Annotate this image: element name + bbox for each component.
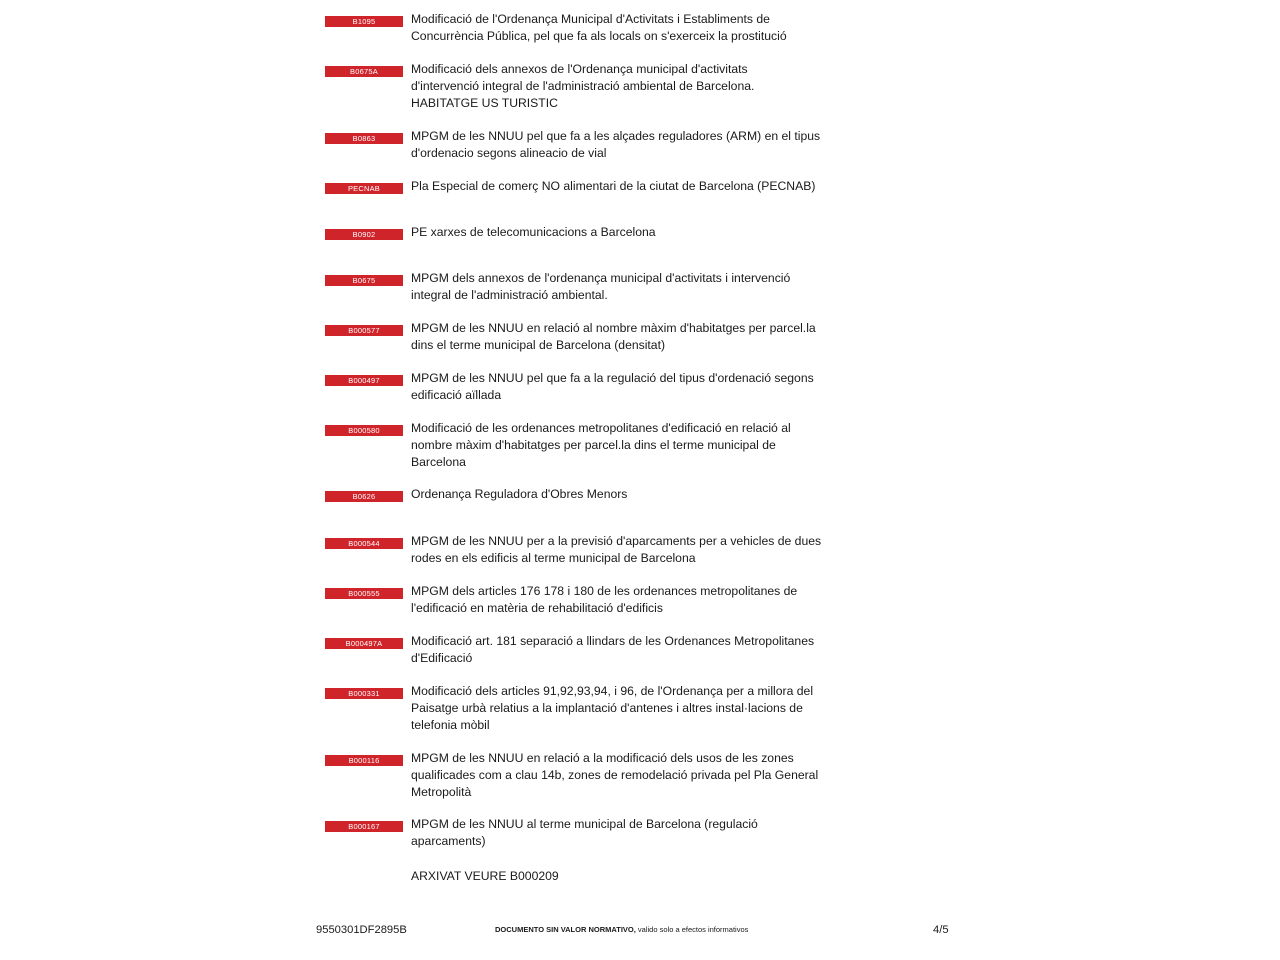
entry-description xyxy=(411,683,836,733)
entry-description-line: Pla Especial de comerç NO alimentari de la ciutat de Barcelona (PECNAB) xyxy=(411,179,816,193)
entry-description-line: MPGM de les NNUU en relació a la modificació dels usos de les zones xyxy=(411,751,794,765)
entry-code-badge: B000544 xyxy=(325,538,403,549)
entry-description-line: qualificades com a clau 14b, zones de remodelació privada pel Pla General xyxy=(411,767,819,782)
entry-description xyxy=(411,11,836,45)
entry-description-line: MPGM dels articles 176 178 i 180 de les ordenances metropolitanes de xyxy=(411,584,798,598)
footer-disclaimer-rest: valido solo a efectos informativos xyxy=(635,925,749,934)
entry-code-badge: B0675 xyxy=(325,275,403,286)
entry-description xyxy=(411,486,836,503)
entry-description xyxy=(411,583,836,617)
entry-description-line: PE xarxes de telecomunicacions a Barcelona xyxy=(411,225,656,239)
entry-description-line: aparcaments) xyxy=(411,833,486,848)
entry-description-line: Metropolità xyxy=(411,784,472,799)
entry-description-line: nombre màxim d'habitatges per parcel.la dins el terme municipal de xyxy=(411,437,776,452)
entry-description-line: Modificació dels articles 91,92,93,94, i 96, de l'Ordenança per a millora del xyxy=(411,684,814,698)
entry-code-badge: B000167 xyxy=(325,821,403,832)
entry-description xyxy=(411,816,836,850)
entry-code-badge: B000580 xyxy=(325,425,403,436)
entry-description xyxy=(411,128,836,162)
entry-description-line: MPGM dels annexos de l'ordenança municipal d'activitats i intervenció xyxy=(411,271,791,285)
entry-code-badge: B0863 xyxy=(325,133,403,144)
entry-description-line: MPGM de les NNUU en relació al nombre màxim d'habitatges per parcel.la xyxy=(411,321,816,335)
entry-code-badge: B000577 xyxy=(325,325,403,336)
entry-description-line: l'edificació en matèria de rehabilitació d'edificis xyxy=(411,600,663,615)
entry-description xyxy=(411,370,836,404)
entry-description xyxy=(411,633,836,667)
entry-description xyxy=(411,224,836,241)
entry-description-line: d'Edificació xyxy=(411,650,473,665)
entry-description-line: Modificació de l'Ordenança Municipal d'Activitats i Establiments de xyxy=(411,12,770,26)
entry-code-badge: PECNAB xyxy=(325,183,403,194)
entry-description-line: MPGM de les NNUU pel que fa a les alçades reguladores (ARM) en el tipus xyxy=(411,129,821,143)
archived-note: ARXIVAT VEURE B000209 xyxy=(411,869,559,883)
entry-description-line: MPGM de les NNUU per a la previsió d'aparcaments per a vehicles de dues xyxy=(411,534,822,548)
entry-code-badge: B000497A xyxy=(325,638,403,649)
entry-description-line: edificació aïllada xyxy=(411,387,502,402)
entry-code-badge: B0675A xyxy=(325,66,403,77)
entry-description xyxy=(411,750,836,800)
entry-description-line: Barcelona xyxy=(411,454,466,469)
entry-description-line: d'intervenció integral de l'administració ambiental de Barcelona. xyxy=(411,78,755,93)
entry-description-line: dins el terme municipal de Barcelona (densitat) xyxy=(411,337,666,352)
entry-code-badge: B000555 xyxy=(325,588,403,599)
entry-description xyxy=(411,420,836,470)
entry-code-badge: B000116 xyxy=(325,755,403,766)
entry-description-line: Modificació de les ordenances metropolitanes d'edificació en relació al xyxy=(411,421,791,435)
entry-description-line: telefonia mòbil xyxy=(411,717,490,732)
entry-description-line: rodes en els edificis al terme municipal de Barcelona xyxy=(411,550,696,565)
entry-code-badge: B000331 xyxy=(325,688,403,699)
entry-description xyxy=(411,270,836,304)
entry-description-line: d'ordenacio segons alineacio de vial xyxy=(411,145,607,160)
entry-description-line: Modificació dels annexos de l'Ordenança municipal d'activitats xyxy=(411,62,748,76)
entry-description xyxy=(411,61,836,111)
footer-reference: 9550301DF2895B xyxy=(316,924,407,936)
entry-description-line: HABITATGE US TURISTIC xyxy=(411,95,558,110)
entry-description xyxy=(411,533,836,567)
footer-page-number: 4/5 xyxy=(933,924,949,936)
entry-description-line: Concurrència Pública, pel que fa als locals on s'exerceix la prostitució xyxy=(411,28,787,43)
footer-disclaimer xyxy=(495,925,748,934)
entry-description xyxy=(411,178,836,195)
entry-description-line: Paisatge urbà relatius a la implantació d'antenes i altres instal·lacions de xyxy=(411,700,803,715)
entry-code-badge: B000497 xyxy=(325,375,403,386)
footer-disclaimer-bold: DOCUMENTO SIN VALOR NORMATIVO, xyxy=(495,925,636,934)
entry-description-line: MPGM de les NNUU pel que fa a la regulació del tipus d'ordenació segons xyxy=(411,371,814,385)
entry-description-line: MPGM de les NNUU al terme municipal de Barcelona (regulació xyxy=(411,817,758,831)
entry-code-badge: B0626 xyxy=(325,491,403,502)
entry-code-badge: B1095 xyxy=(325,16,403,27)
entry-code-badge: B0902 xyxy=(325,229,403,240)
entry-description-line: integral de l'administració ambiental. xyxy=(411,287,608,302)
entry-description xyxy=(411,320,836,354)
entry-description-line: Ordenança Reguladora d'Obres Menors xyxy=(411,487,628,501)
entry-description-line: Modificació art. 181 separació a llindars de les Ordenances Metropolitanes xyxy=(411,634,815,648)
